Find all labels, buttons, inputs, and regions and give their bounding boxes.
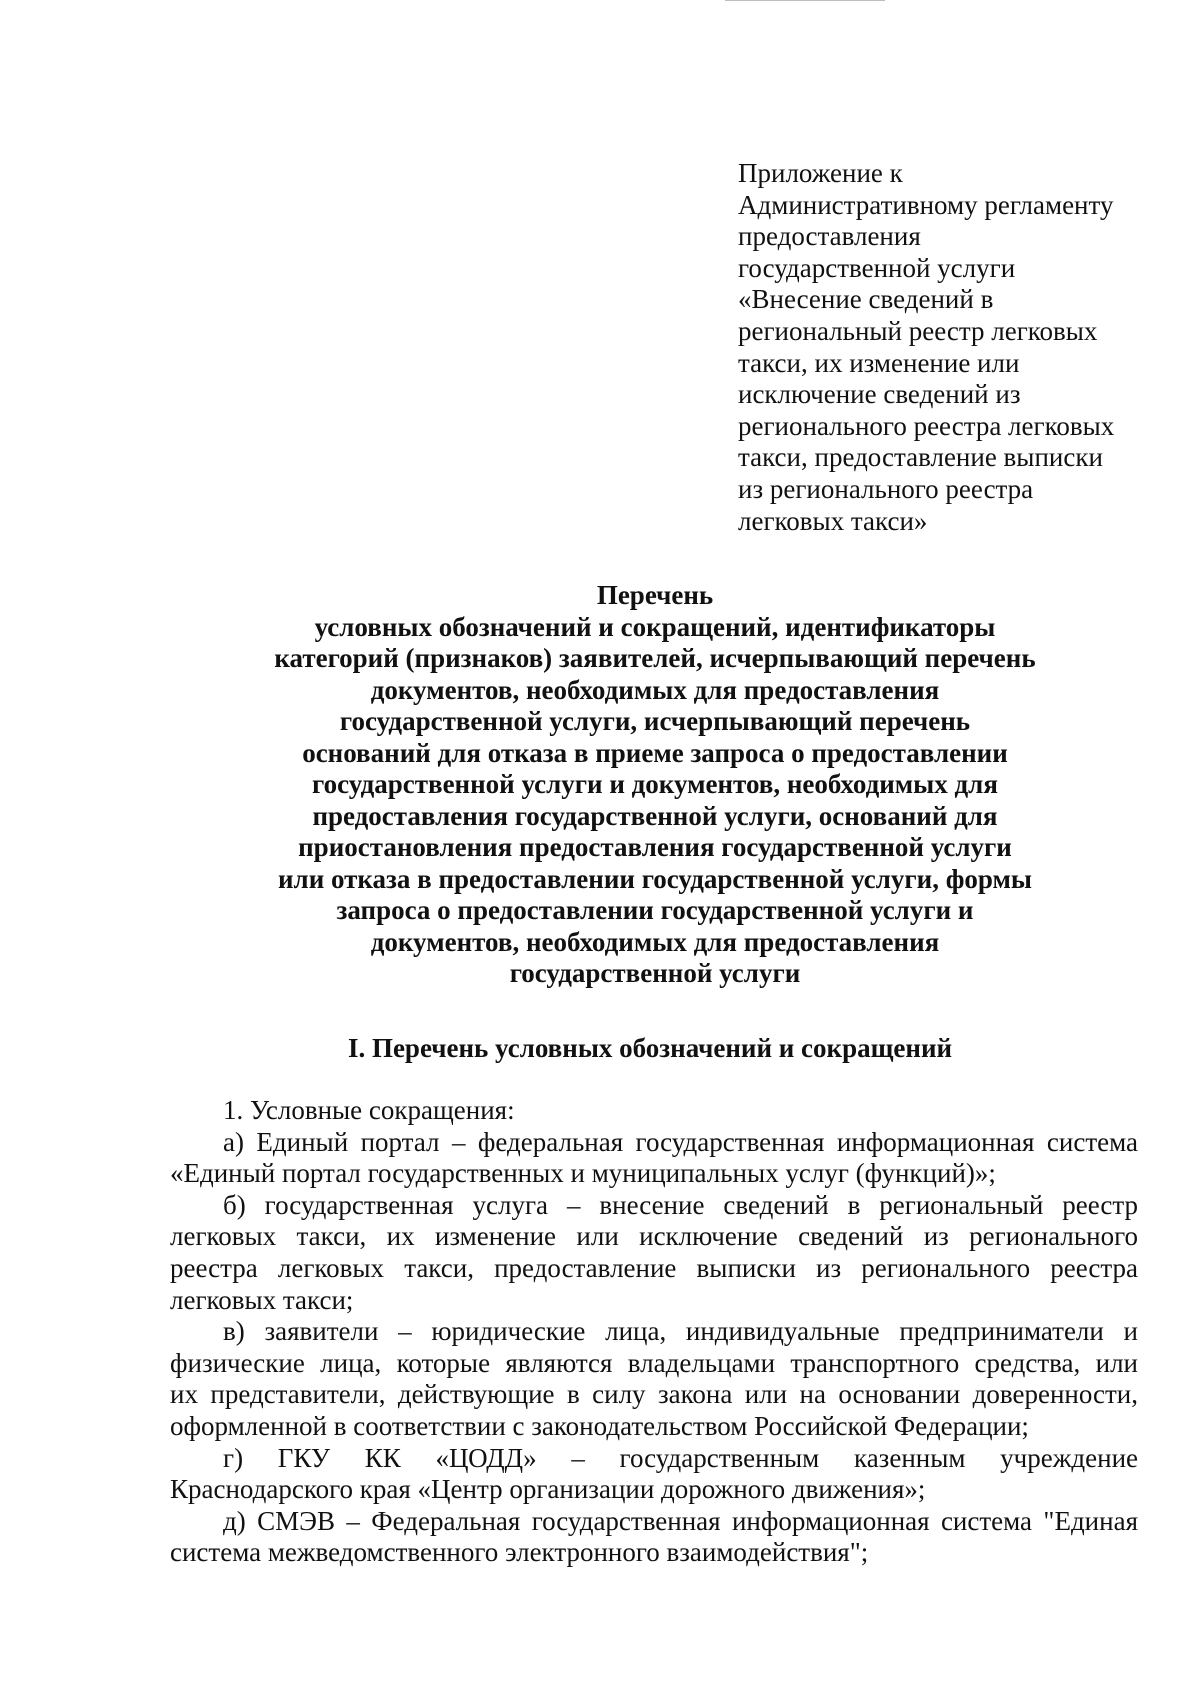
appendix-line: предоставления [738,221,921,252]
title-line: категорий (признаков) заявителей, исчерпывающий перечень [274,643,1036,673]
paragraph-item-d [170,1506,1138,1569]
appendix-line: Приложение к [738,158,903,188]
appendix-line: «Внесение сведений в [738,284,994,315]
appendix-line: региональный реестр легковых [738,315,1098,346]
paragraph-line: их представители, действующие в силу закона или на основании доверенности, [170,1379,1138,1410]
title-line: документов, необходимых для предоставления [370,674,940,705]
paragraph-item-1 [170,1095,1138,1127]
paragraph-line: д) СМЭВ – Федеральная государственная информационная система "Единая [223,1505,1138,1536]
paragraph-line: система межведомственного электронного взаимодействия"; [170,1537,869,1568]
appendix-note [738,158,1158,537]
paragraph-line: в) заявители – юридические лица, индивидуальные предприниматели и [223,1316,1138,1347]
paragraph-item-b [170,1190,1138,1316]
paragraph-line: г) ГКУ КК «ЦОДД» – государственным казенным учреждение [223,1442,1138,1473]
appendix-line: из регионального реестра [738,473,1034,504]
appendix-line: такси, их изменение или [738,347,1020,378]
title-line: Перечень [596,580,714,610]
paragraph-line: легковых такси; [170,1284,354,1315]
section-heading: I. Перечень условных обозначений и сокращений [347,1033,953,1063]
paragraph-line: б) государственная услуга – внесение сведений в региональный реестр [223,1189,1138,1220]
title-line: государственной услуги и документов, необходимых для [312,769,998,799]
title-line: приостановления предоставления государственной услуги [298,832,1012,862]
title-line: документов, необходимых для предоставления [370,926,940,957]
paragraph-line: 1. Условные сокращения: [223,1095,515,1125]
paragraph-line: реестра легковых такси, предоставление выписки из регионального реестра [170,1252,1138,1283]
appendix-line: регионального реестра легковых [738,410,1115,441]
title-line: или отказа в предоставлении государственной услуги, формы [277,863,1032,894]
document-title [170,580,1140,990]
title-line: оснований для отказа в приеме запроса о предоставлении [302,737,1008,768]
appendix-line: исключение сведений из [738,379,1021,410]
paragraph-line: «Единый портал государственных и муниципальных услуг (функций)»; [170,1158,996,1189]
title-line: государственной услуги, исчерпывающий перечень [339,706,971,736]
paragraph-line: легковых такси, их изменение или исключение сведений из регионального [170,1221,1138,1252]
paragraph-line: Краснодарского края «Центр организации дорожного движения»; [170,1474,926,1505]
title-line: государственной услуги [509,958,801,988]
document-body [170,1095,1138,1569]
title-line: условных обозначений и сокращений, идентификаторы [314,611,996,642]
paragraph-line: физические лица, которые являются владельцами транспортного средства, или [170,1347,1138,1378]
appendix-line: Административному регламенту [738,189,1114,220]
scan-edge-mark [725,0,885,3]
appendix-line: такси, предоставление выписки [738,442,1103,473]
paragraph-item-v [170,1316,1138,1442]
paragraph-item-a [170,1127,1138,1190]
title-line: запроса о предоставлении государственной услуги и [336,895,974,925]
appendix-line: легковых такси» [738,505,928,536]
paragraph-line: а) Единый портал – федеральная государственная информационная система [223,1126,1138,1157]
paragraph-line: оформленной в соответствии с законодательством Российской Федерации; [170,1410,1029,1441]
title-line: предоставления государственной услуги, оснований для [312,800,998,831]
appendix-line: государственной услуги [738,252,1016,283]
paragraph-item-g [170,1443,1138,1506]
